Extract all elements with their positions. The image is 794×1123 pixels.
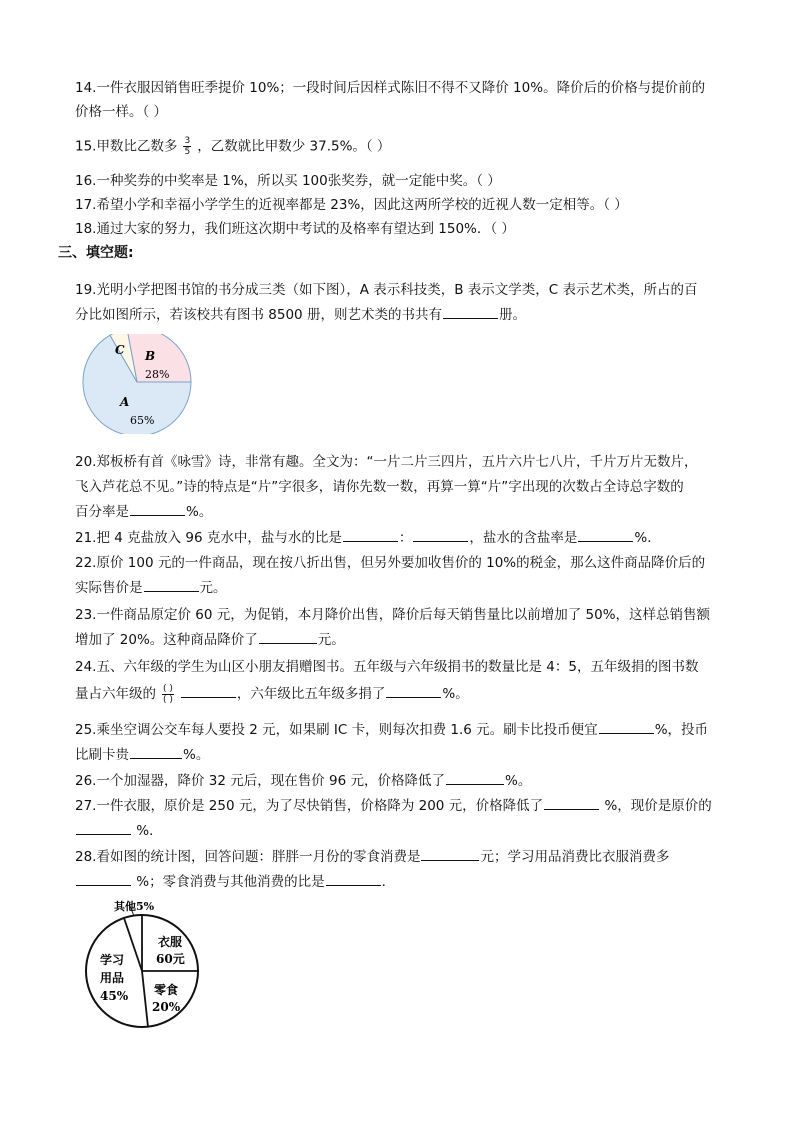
question-21-unit: %． <box>634 530 661 546</box>
answer-blank[interactable] <box>599 719 654 734</box>
question-20-line2: 飞入芦花总不见。”诗的特点是“片”字很多，请你先数一数，再算一算“片”字出现的次数占全诗总字数的 <box>75 479 684 495</box>
question-15-post: ，乙数就比甲数少 37.5%。（ ） <box>197 138 391 155</box>
question-20-unit: %。 <box>186 504 213 520</box>
question-23-line2 <box>75 629 345 650</box>
question-28-text: 28.看如图的统计图，回答问题：胖胖一月份的零食消费是 <box>75 849 421 865</box>
question-24-unit: %。 <box>442 686 469 702</box>
answer-blank[interactable] <box>130 501 185 516</box>
pie-label-c: C <box>115 343 125 357</box>
question-22-line1: 22.原价 100 元的一件商品，现在按八折出售，但另外要加收售价的 10%的税金，那么这件商品降价后的 <box>75 555 706 571</box>
answer-blank[interactable] <box>130 744 182 759</box>
question-28-text-3: %；零食消费与其他消费的比是 <box>132 874 325 890</box>
question-21-text: 21.把 4 克盐放入 96 克水中，盐与水的比是 <box>75 530 342 546</box>
answer-blank[interactable] <box>76 871 131 886</box>
spending-pie-chart <box>80 896 204 1031</box>
pie-value-b: 28% <box>145 368 170 381</box>
section-fill-in-heading: 三、填空题: <box>58 245 134 261</box>
pie2-snack-line2: 20% <box>152 1000 181 1014</box>
pie-label-b: B <box>145 349 156 363</box>
pie2-snack-line1: 零食 <box>154 983 179 997</box>
pie2-other-label: 其他5% <box>114 900 155 913</box>
question-18: 18.通过大家的努力，我们班这次期中考试的及格率有望达到 150%．（ ） <box>75 221 515 237</box>
question-15-pre: 15.甲数比乙数多 <box>75 138 178 155</box>
pie2-clothes-line1: 衣服 <box>158 935 183 949</box>
question-20-line1: 20.郑板桥有首《咏雪》诗，非常有趣。全文为：“一片二片三四片，五片六片七八片，千片万片无数片， <box>75 454 698 470</box>
fraction-denominator[interactable]: ( ) <box>163 694 173 705</box>
question-24-line1: 24.五、六年级的学生为山区小朋友捐赠图书。五年级与六年级捐书的数量比是 4：5，五年级捐的图书数 <box>75 659 699 675</box>
question-25-text: 25.乘坐空调公交车每人要投 2 元，如果刷 IC 卡，则每次扣费 1.6 元。刷卡比投币便宜 <box>75 722 598 738</box>
answer-blank[interactable] <box>578 527 633 542</box>
question-19-text: 分比如图所示，若该校共有图书 8500 册，则艺术类的书共有 <box>75 307 442 323</box>
blank-fraction <box>162 684 174 705</box>
question-25-line2 <box>75 744 209 765</box>
question-27-line2 <box>75 820 163 841</box>
pie2-study-line3: 45% <box>100 989 129 1003</box>
book-category-pie-chart <box>78 334 196 434</box>
question-24-text-2: ，六年级比五年级多捐了 <box>236 686 386 702</box>
answer-blank[interactable] <box>76 820 131 835</box>
question-16: 16.一种奖券的中奖率是 1%，所以买 100张奖券，就一定能中奖。（ ） <box>75 173 501 189</box>
question-23-text: 增加了 20%。这种商品降价了 <box>75 632 258 648</box>
question-28-line1 <box>75 846 669 867</box>
question-14-line2: 价格一样。（ ） <box>75 104 168 120</box>
question-22-line2 <box>75 577 227 598</box>
question-19-line1: 19.光明小学把图书馆的书分成三类（如下图），A 表示科技类，B 表示文学类，C 表示艺术类，所占的百 <box>75 282 698 298</box>
question-21-text-2: ，盐水的含盐率是 <box>469 530 578 546</box>
question-15 <box>75 136 390 157</box>
question-21 <box>75 527 661 548</box>
question-17: 17.希望小学和幸福小学学生的近视率都是 23%，因此这两所学校的近视人数一定相等。（ ） <box>75 197 628 213</box>
pie-value-a: 65% <box>130 414 155 427</box>
question-23-line1: 23.一件商品原定价 60 元，为促销，本月降价出售，降价后每天销售量比以前增加了 50%，这样总销售额 <box>75 607 711 623</box>
answer-blank[interactable] <box>413 527 468 542</box>
answer-blank[interactable] <box>443 304 498 319</box>
fraction-denominator: 5 <box>184 147 191 157</box>
pie2-clothes-line2: 60元 <box>156 952 185 966</box>
answer-blank[interactable] <box>259 629 317 644</box>
answer-blank[interactable] <box>144 577 199 592</box>
answer-blank[interactable] <box>544 795 599 810</box>
question-26-unit: %。 <box>505 773 532 789</box>
answer-blank[interactable] <box>343 527 398 542</box>
question-25-text-3: 比刷卡贵 <box>75 747 129 763</box>
pie2-study-line1: 学习 <box>100 953 125 967</box>
question-24-line2 <box>75 683 469 705</box>
question-28-text-2: 元；学习用品消费比衣服消费多 <box>480 849 670 865</box>
question-22-unit: 元。 <box>199 580 227 596</box>
question-19-unit: 册。 <box>498 307 526 323</box>
question-27-unit: %． <box>132 823 163 839</box>
answer-blank[interactable] <box>421 846 479 861</box>
question-26-text: 26.一个加湿器，降价 32 元后，现在售价 96 元，价格降低了 <box>75 773 445 789</box>
question-27-text-2: %，现价是原价的 <box>600 798 712 814</box>
question-27-text: 27.一件衣服，原价是 250 元，为了尽快销售，价格降为 200 元，价格降低了 <box>75 798 544 814</box>
fraction-3-5 <box>183 136 191 157</box>
answer-blank[interactable] <box>446 770 504 785</box>
question-24-text: 量占六年级的 <box>75 686 156 702</box>
question-22-text: 实际售价是 <box>75 580 143 596</box>
question-14-line1: 14.一件衣服因销售旺季提价 10%；一段时间后因样式陈旧不得不又降价 10%。降价后的价格与提价前的 <box>75 80 706 96</box>
pie-label-a: A <box>120 395 130 409</box>
question-25-text-2: %，投币 <box>654 722 709 738</box>
question-27-line1 <box>75 795 712 816</box>
question-25-line1 <box>75 719 708 740</box>
question-28-line2 <box>75 871 395 892</box>
answer-blank[interactable] <box>181 683 236 698</box>
question-26 <box>75 770 531 791</box>
answer-blank[interactable] <box>326 871 381 886</box>
question-20-line3 <box>75 501 212 522</box>
fraction-numerator: 3 <box>184 136 191 146</box>
question-23-unit: 元。 <box>317 632 345 648</box>
pie2-study-line2: 用品 <box>100 971 125 985</box>
question-28-unit: ． <box>381 874 396 890</box>
question-25-unit: %。 <box>183 747 210 763</box>
question-20-text: 百分率是 <box>75 504 129 520</box>
fraction-numerator[interactable]: ( ) <box>163 683 173 694</box>
answer-blank[interactable] <box>386 683 441 698</box>
question-19-line2 <box>75 304 526 325</box>
ratio-colon: ： <box>398 530 413 546</box>
